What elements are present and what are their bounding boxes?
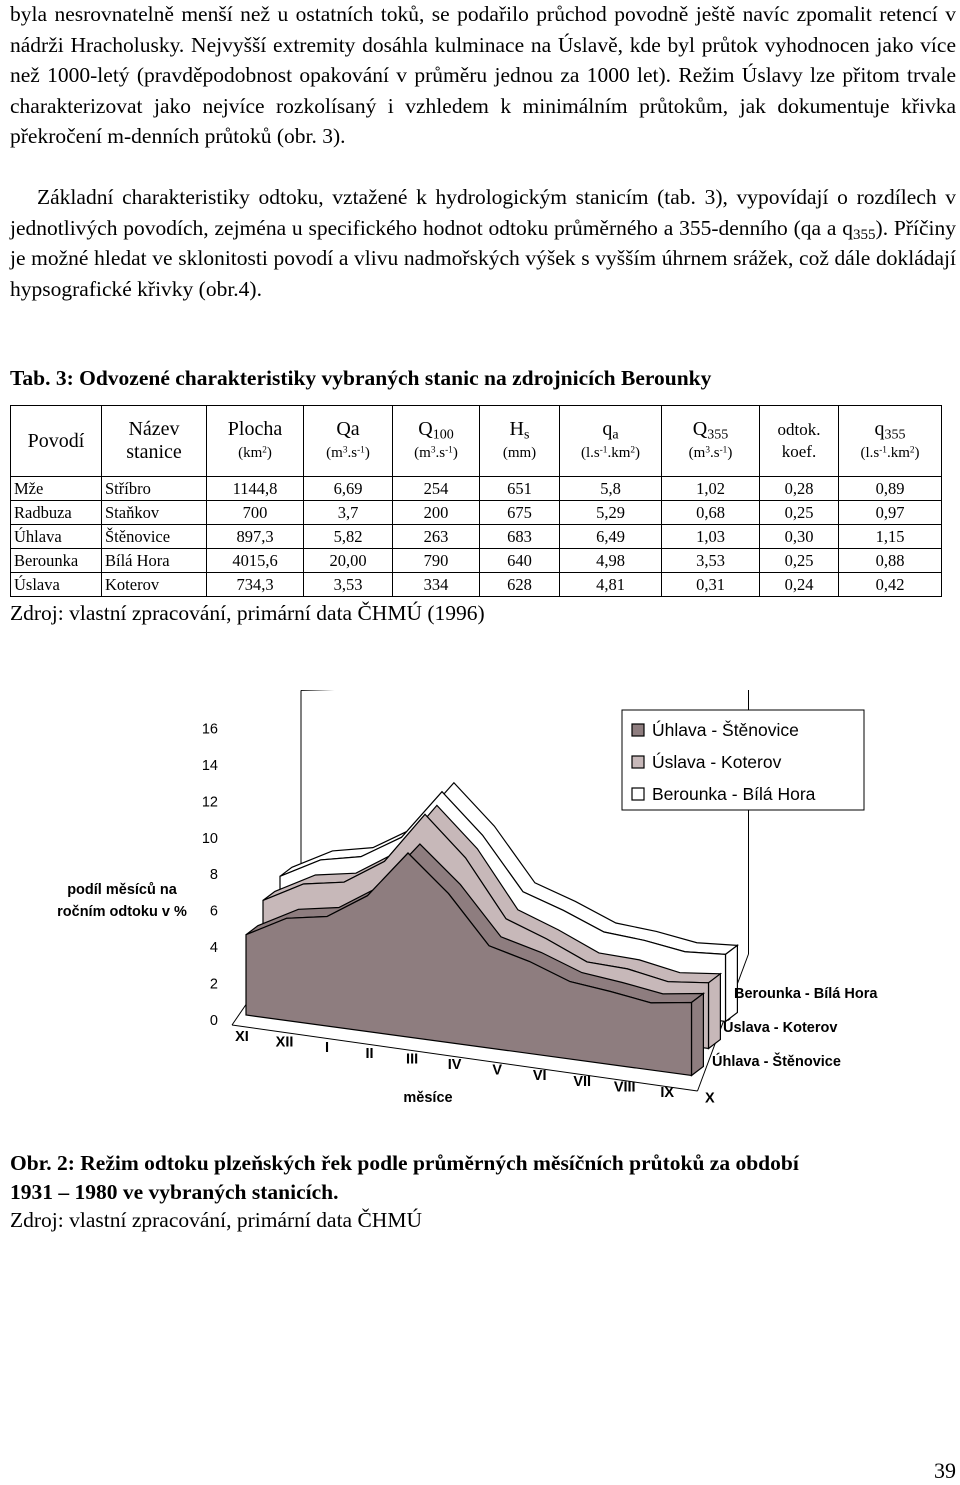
table-body [11,477,942,597]
table-source: Zdroj: vlastní zpracování, primární data ČHMÚ (1996) [10,601,485,625]
x-tick-label: IV [447,1057,462,1073]
series-end-face [726,945,738,1021]
cell: 675 [480,501,560,525]
cell: 0,89 [839,477,942,501]
legend-entry: Berounka - Bílá Hora [652,784,816,804]
x-tick-label: III [406,1051,419,1068]
cell: 0,42 [839,573,942,597]
chart-series-layer [246,783,737,1076]
cell: Staňkov [102,501,207,525]
cell: 1,15 [839,525,942,549]
legend-swatch [632,788,644,800]
series-end-face [709,974,721,1049]
chart-legend [622,710,864,810]
cell: 0,97 [839,501,942,525]
y-tick-label: 16 [201,721,218,738]
y-tick-label: 6 [209,903,218,920]
header-odtok-koef: odtok. koef. [760,406,839,477]
cell: 3,7 [304,501,393,525]
cell: Mže [11,477,102,501]
paragraph-2-text-b: ). Příčiny je možné hledat ve sklonitosti povodí a vlivu nadmořských výšek s vyšším úhrnem srážek, což dále dokládají hypsografické křivky (obr.4). [10,215,956,301]
header-qa: Qa $(m^3.s^{-1})$ [304,406,393,477]
depth-label: Úslava - Koterov [723,1020,838,1036]
depth-label: Úhlava - Štěnovice [712,1054,841,1070]
legend-entry: Úslava - Koterov [652,752,782,772]
cell: 0,28 [760,477,839,501]
x-tick-label: X [704,1090,715,1107]
y-axis-ticks [202,721,218,1029]
cell: Radbuza [11,501,102,525]
y-tick-label: 0 [209,1013,218,1029]
cell: 1,03 [662,525,760,549]
paragraph-2 [10,182,956,304]
header-q355: $Q_{355}$ $(m^3.s^{-1})$ [662,406,760,477]
table-row [11,501,942,525]
x-tick-label: V [492,1062,502,1079]
cell: 4,98 [560,549,662,573]
x-tick-label: I [325,1040,330,1057]
figure-caption-line2: 1931 – 1980 ve vybraných stanicích. [10,1180,339,1204]
x-tick-label: IX [660,1085,675,1101]
cell: 3,53 [662,549,760,573]
x-tick-label: II [365,1045,374,1062]
cell: 0,25 [760,549,839,573]
cell: 897,3 [207,525,304,549]
table-row [11,525,942,549]
y-tick-label: 14 [201,757,218,774]
y-axis-label-line2: ročním odtoku v % [57,904,187,920]
runoff-regime-3d-chart [0,690,960,1130]
cell: Berounka [11,549,102,573]
cell: 1144,8 [207,477,304,501]
paragraph-1: byla nesrovnatelně menší než u ostatních toků, se podařilo průchod povodně ještě navíc zpomalit retencí v nádrži Hracholusky. Nejvyšší extremity dosáhla kulminace na Úslavě, kde byl průtok vyhodnocen jako více než 1000-letý (pravděpodobnost opakování v průměru jednou za 1000 let). Režim Úslavy lze přitom trvale charakterizovat jako nejvíce rozkolísaný i vzhledem k minimálním průtokům, jak dokumentuje křivka překročení m-denních průtoků (obr. 3). [10,2,956,148]
header-q355-specific: $q_{355}$ $(l.s^{-1}.km^2)$ [839,406,942,477]
cell: 628 [480,573,560,597]
y-axis-label-line1: podíl měsíců na [67,882,177,898]
depth-label: Berounka - Bílá Hora [734,986,878,1002]
cell: 1,02 [662,477,760,501]
cell: Štěnovice [102,525,207,549]
cell: 700 [207,501,304,525]
page-number: 39 [934,1458,956,1483]
x-tick-label: VI [532,1068,547,1085]
x-tick-label: VII [573,1073,592,1090]
x-tick-label: XI [235,1029,249,1045]
y-tick-label: 8 [209,867,218,884]
cell: 5,8 [560,477,662,501]
cell: 640 [480,549,560,573]
header-povodi: Povodí [11,406,102,477]
x-tick-label: VIII [613,1079,636,1096]
cell: 334 [393,573,480,597]
cell: 263 [393,525,480,549]
cell: 734,3 [207,573,304,597]
depth-axis-labels [712,986,878,1070]
legend-entry: Úhlava - Štěnovice [652,720,799,740]
cell: 4,81 [560,573,662,597]
table-row [11,573,942,597]
table-header-row [11,406,942,477]
y-tick-label: 12 [201,794,218,811]
cell: 651 [480,477,560,501]
cell: 3,53 [304,573,393,597]
cell: 0,24 [760,573,839,597]
cell: 0,30 [760,525,839,549]
y-tick-label: 4 [209,940,218,957]
table-title: Tab. 3: Odvozené charakteristiky vybraných stanic na zdrojnicích Berounky [10,366,712,390]
cell: 6,69 [304,477,393,501]
header-nazev: Název stanice [102,406,207,477]
table-row [11,549,942,573]
header-qa-specific: $q_a$ $(l.s^{-1}.km^2)$ [560,406,662,477]
cell: 0,88 [839,549,942,573]
cell: 0,25 [760,501,839,525]
cell: 0,31 [662,573,760,597]
cell: Stříbro [102,477,207,501]
cell: 254 [393,477,480,501]
legend-swatch [632,756,644,768]
header-q100: $Q_{100}$ $(m^3.s^{-1})$ [393,406,480,477]
cell: 200 [393,501,480,525]
cell: 4015,6 [207,549,304,573]
station-table [10,405,942,597]
cell: 790 [393,549,480,573]
cell: Koterov [102,573,207,597]
cell: 0,68 [662,501,760,525]
legend-swatch [632,724,644,736]
cell: 5,82 [304,525,393,549]
cell: 20,00 [304,549,393,573]
x-axis-label: měsíce [403,1090,453,1106]
cell: 6,49 [560,525,662,549]
cell: Úslava [11,573,102,597]
y-tick-label: 10 [201,830,218,847]
figure-source: Zdroj: vlastní zpracování, primární data ČHMÚ [10,1208,422,1232]
y-tick-label: 2 [209,976,218,993]
header-hs: $H_s$ (mm) [480,406,560,477]
table-row [11,477,942,501]
cell: Bílá Hora [102,549,207,573]
cell: 5,29 [560,501,662,525]
series-end-face [692,994,704,1076]
paragraph-2-text-a: Základní charakteristiky odtoku, vztažené k hydrologickým stanicím (tab. 3), vypovídají o rozdílech v jednotlivých povodích, zejména u specifického hodnot odtoku průměrného a 355-denního (qa a q [10,185,956,240]
x-tick-label: XII [275,1034,294,1051]
cell: 683 [480,525,560,549]
paragraph-2-subscript: 355 [852,226,876,243]
figure-caption-line1: Obr. 2: Režim odtoku plzeňských řek podle průměrných měsíčních průtoků za období [10,1151,799,1175]
header-plocha: Plocha $(km^2)$ [207,406,304,477]
cell: Úhlava [11,525,102,549]
